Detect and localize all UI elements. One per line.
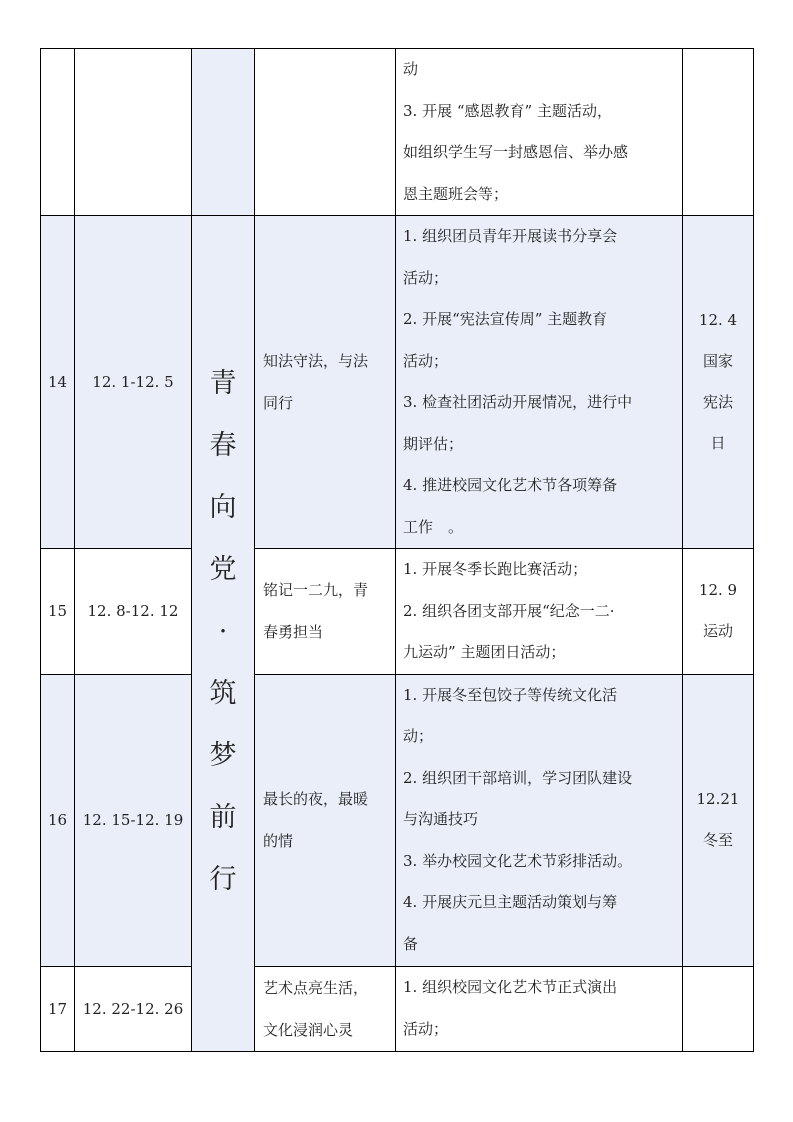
note-line: 12. 4 [698, 311, 738, 329]
row-number-cell: 14 [41, 216, 75, 549]
note-line: 12.21 [696, 790, 740, 808]
activity-line: 九运动” 主题团日活动； [403, 643, 566, 661]
theme-char: 向 [209, 492, 237, 523]
theme-char: 行 [209, 864, 237, 895]
activity-line: 与沟通技巧 [403, 810, 479, 829]
theme-line: 春勇担当 [263, 623, 324, 642]
theme-line: 知法守法，与法 [263, 352, 369, 370]
theme-cell [255, 49, 396, 216]
date-range-cell: 12. 15-12. 19 [75, 674, 192, 966]
activity-line: 2. 组织团干部培训，学习团队建设 [403, 768, 633, 787]
note-line: 日 [710, 434, 726, 452]
note-cell [683, 674, 754, 966]
activity-line: 3. 举办校园文化艺术节彩排活动。 [403, 851, 633, 870]
activity-line: 3. 检查社团活动开展情况，进行中 [403, 393, 633, 411]
theme-line: 同行 [263, 394, 294, 412]
table-row [41, 674, 754, 966]
theme-cell [255, 966, 396, 1051]
theme-char: 党 [209, 554, 237, 585]
theme-line: 艺术点亮生活， [263, 978, 369, 997]
activities-cell [396, 49, 683, 216]
theme-line: 的情 [263, 832, 294, 850]
activity-line: 动 [403, 60, 419, 78]
table-row [41, 549, 754, 675]
note-line: 运动 [702, 622, 733, 641]
activity-line: 工作 。 [403, 517, 464, 536]
table-row [41, 49, 754, 216]
activities-cell [396, 966, 683, 1051]
table-row [41, 216, 754, 549]
note-cell [683, 549, 754, 675]
activity-line: 3. 开展 “感恩教育” 主题活动， [403, 101, 612, 120]
activity-line: 2. 组织各团支部开展“纪念一二· [403, 601, 615, 620]
activity-line: 如组织学生写一封感恩信、举办感 [403, 143, 629, 161]
theme-char: · [218, 616, 228, 647]
theme-line: 最长的夜，最暖 [263, 790, 369, 808]
activity-line: 1. 组织校园文化艺术节正式演出 [403, 978, 618, 996]
activity-line: 恩主题班会等； [403, 184, 509, 203]
theme-char: 青 [209, 368, 237, 399]
theme-char: 春 [209, 430, 237, 461]
theme-char: 筑 [209, 678, 237, 709]
theme-cell [255, 216, 396, 549]
schedule-table [40, 48, 754, 1052]
note-cell [683, 49, 754, 216]
theme-cell [255, 674, 396, 966]
note-line: 冬至 [702, 831, 733, 849]
activities-cell [396, 216, 683, 549]
column-theme-cell [192, 216, 255, 1052]
note-line: 国家 [702, 352, 733, 370]
note-line: 宪法 [702, 393, 733, 411]
row-number-cell: 16 [41, 674, 75, 966]
activity-line: 期评估； [403, 434, 464, 453]
row-number-cell [41, 49, 75, 216]
theme-line: 铭记一二九，青 [263, 581, 369, 600]
activities-cell [396, 674, 683, 966]
date-range-cell: 12. 22-12. 26 [75, 966, 192, 1051]
activity-line: 活动； [403, 1019, 449, 1038]
theme-cell [255, 549, 396, 675]
activity-line: 1. 组织团员青年开展读书分享会 [403, 227, 618, 245]
note-cell [683, 216, 754, 549]
date-range-cell: 12. 8-12. 12 [75, 549, 192, 675]
date-range-cell: 12. 1-12. 5 [75, 216, 192, 549]
activity-line: 动； [403, 727, 434, 746]
activity-line: 备 [403, 934, 419, 953]
table-row [41, 966, 754, 1051]
activities-cell [396, 549, 683, 675]
theme-char: 前 [209, 802, 237, 833]
activity-line: 活动； [403, 351, 449, 370]
note-line: 12. 9 [698, 581, 738, 600]
activity-line: 2. 开展“宪法宣传周” 主题教育 [403, 310, 608, 328]
note-cell [683, 966, 754, 1051]
activity-line: 1. 开展冬季长跑比赛活动； [403, 560, 588, 578]
activity-line: 活动； [403, 268, 449, 287]
theme-line: 文化浸润心灵 [263, 1020, 354, 1039]
date-range-cell [75, 49, 192, 216]
theme-char: 梦 [209, 740, 237, 771]
column-theme-cell-top [192, 49, 255, 216]
activity-line: 4. 开展庆元旦主题活动策划与筹 [403, 893, 618, 912]
activity-line: 4. 推进校园文化艺术节各项筹备 [403, 476, 618, 494]
row-number-cell: 17 [41, 966, 75, 1051]
row-number-cell: 15 [41, 549, 75, 675]
activity-line: 1. 开展冬至包饺子等传统文化活 [403, 685, 618, 704]
